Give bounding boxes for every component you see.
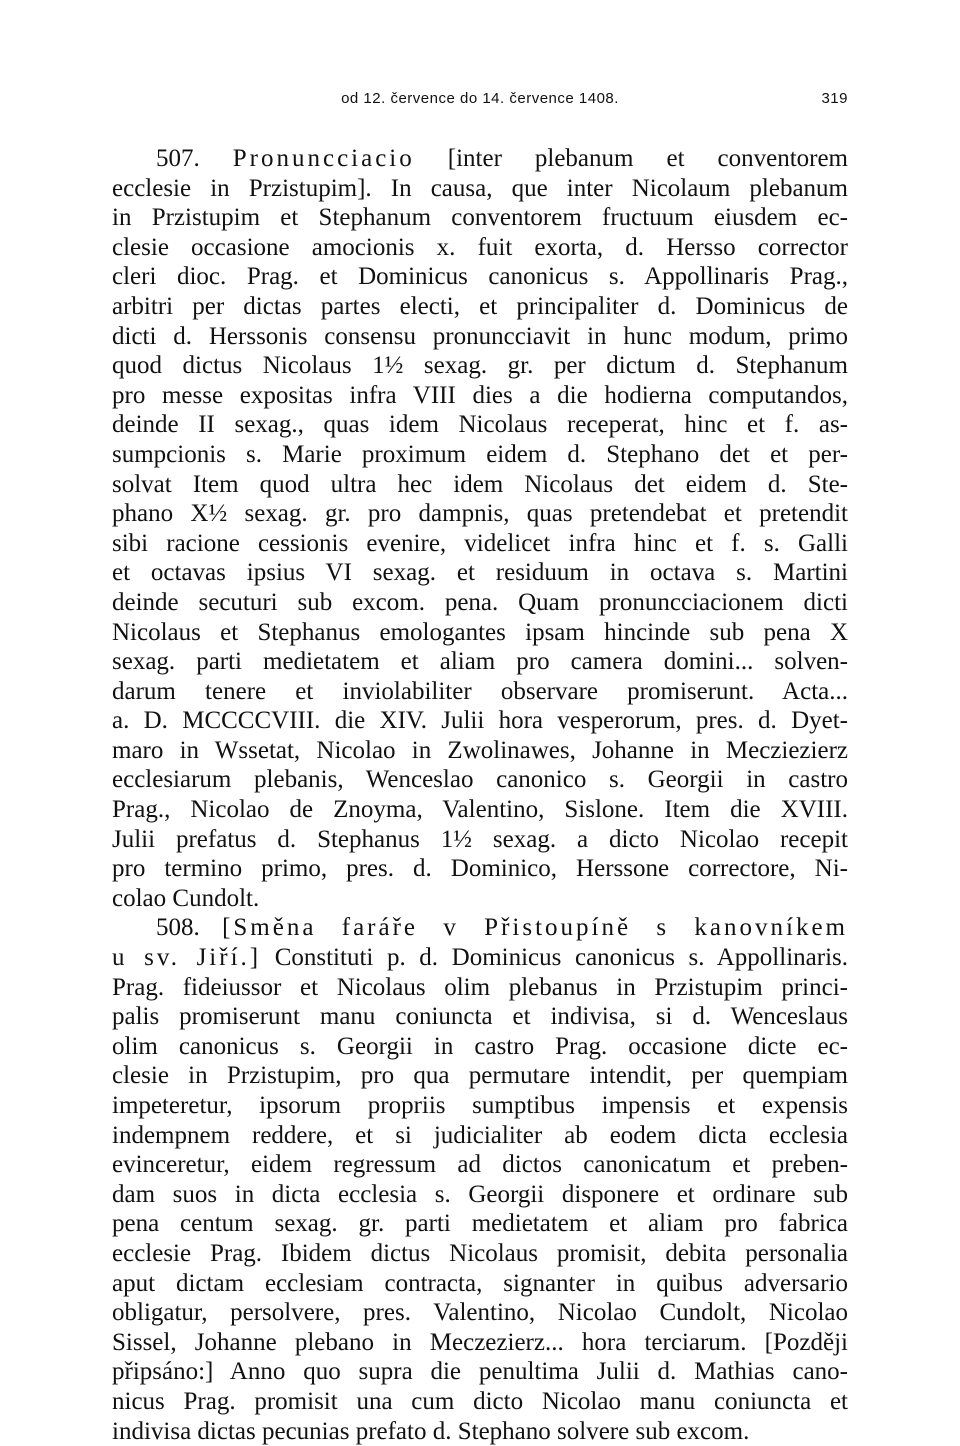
text-line: quod dictus Nicolaus 1½ sexag. gr. per dictum d. Stephanum xyxy=(112,352,848,380)
text-line: Nicolaus et Stephanus emologantes ipsam hincinde sub pena X xyxy=(112,618,848,646)
text-line: olim canonicus s. Georgii in castro Prag. occasione dicte ec- xyxy=(112,1032,848,1060)
text-line: evinceretur, eidem regressum ad dictos canonicatum et preben- xyxy=(112,1151,848,1179)
text-line: ecclesiarum plebanis, Wenceslao canonico s. Georgii in castro xyxy=(112,766,848,794)
text-line: Constituti p. d. Dominicus canonicus s. Appollinaris. xyxy=(274,944,848,972)
text-line: [inter plebanum et conventorem xyxy=(447,145,849,172)
text-line: maro in Wssetat, Nicolao in Zwolinawes, Johanne in Mecziezierz xyxy=(112,736,848,764)
text-line: solvat Item quod ultra hec idem Nicolaus det eidem d. Ste- xyxy=(112,470,848,498)
entry-number: 508. xyxy=(156,914,200,942)
text-line: deinde secuturi sub excom. pena. Quam pronuncciacionem dicti xyxy=(112,588,848,616)
entry-heading-continued: u sv. Jiří.] xyxy=(112,944,262,972)
text-line: deinde II sexag., quas idem Nicolaus receperat, hinc et f. as- xyxy=(112,411,848,439)
text-line: ecclesie Prag. Ibidem dictus Nicolaus promisit, debita personalia xyxy=(112,1239,848,1267)
text-line: impeteretur, ipsorum propriis sumptibus impensis et expensis xyxy=(112,1092,848,1119)
text-line: et octavas ipsius VI sexag. et residuum in octava s. Martini xyxy=(112,559,848,587)
text-line: obligatur, persolvere, pres. Valentino, Nicolao Cundolt, Nicolao xyxy=(112,1299,848,1327)
entry-number: 507. xyxy=(156,145,200,172)
text-line: cleri dioc. Prag. et Dominicus canonicus s. Appollinaris Prag., xyxy=(112,263,848,291)
entry-heading-line xyxy=(112,913,848,943)
entry-heading-line xyxy=(112,144,848,174)
text-line: Sissel, Johanne plebano in Meczezierz... hora terciarum. [Později xyxy=(112,1328,848,1356)
text-line: colao Cundolt. xyxy=(112,884,260,912)
text-line: palis promiserunt manu coniuncta et indivisa, si d. Wenceslaus xyxy=(112,1003,848,1031)
text-line: aput dictam ecclesiam contracta, signanter in quibus adversario xyxy=(112,1269,848,1297)
text-line: clesie occasione amocionis x. fuit exorta, d. Hersso corrector xyxy=(112,233,848,261)
text-line: in Przistupim et Stephanum conventorem fructuum eiusdem ec- xyxy=(112,204,848,232)
text-line: ecclesie in Przistupim]. In causa, que inter Nicolaum plebanum xyxy=(112,174,848,202)
text-line: darum tenere et inviolabiliter observare promiserunt. Acta... xyxy=(112,677,848,705)
text-line: indivisa dictas pecunias prefato d. Stephano solvere sub excom. xyxy=(112,1417,750,1445)
text-line: nicus Prag. promisit una cum dicto Nicolao manu coniuncta et xyxy=(112,1387,848,1415)
text-line: připsáno:] Anno quo supra die penultima Julii d. Mathias cano- xyxy=(112,1358,848,1386)
text-line: clesie in Przistupim, pro qua permutare intendit, per quempiam xyxy=(112,1062,848,1090)
text-line: sexag. parti medietatem et aliam pro camera domini... solven- xyxy=(112,648,848,676)
text-line: dicti d. Herssonis consensu pronuncciavit in hunc modum, primo xyxy=(112,322,848,350)
text-line: sibi racione cessionis evenire, videlicet infra hinc et f. s. Galli xyxy=(112,529,848,557)
text-line: dam suos in dicta ecclesia s. Georgii disponere et ordinare sub xyxy=(112,1180,848,1208)
text-line: Prag. fideiussor et Nicolaus olim plebanus in Przistupim princi- xyxy=(112,973,848,1001)
text-line: arbitri per dictas partes electi, et principaliter d. Dominicus de xyxy=(112,292,848,320)
text-line: a. D. MCCCCVIII. die XIV. Julii hora vesperorum, pres. d. Dyet- xyxy=(112,707,848,735)
entry-heading-line xyxy=(112,943,848,973)
running-title: od 12. července do 14. července 1408. xyxy=(341,90,619,107)
entry-heading: Pronuncciacio xyxy=(232,145,415,172)
running-head xyxy=(112,90,848,114)
text-line: pro termino primo, pres. d. Dominico, Herssone correctore, Ni- xyxy=(112,855,848,883)
text-line: Julii prefatus d. Stephanus 1½ sexag. a dicto Nicolao recepit xyxy=(112,825,848,853)
document-body xyxy=(112,144,848,1446)
entry-heading: [Směna faráře v Přistoupíně s kanovníkem xyxy=(222,914,849,942)
page-number: 319 xyxy=(821,90,848,107)
text-line: sumpcionis s. Marie proximum eidem d. Stephano det et per- xyxy=(112,440,848,468)
text-line: indempnem reddere, et si judicialiter ab eodem dicta ecclesia xyxy=(112,1121,848,1149)
text-line: Prag., Nicolao de Znoyma, Valentino, Sislone. Item die XVIII. xyxy=(112,796,848,824)
text-line: phano X½ sexag. gr. pro dampnis, quas pretendebat et pretendit xyxy=(112,500,848,528)
text-line: pro messe expositas infra VIII dies a die hodierna computandos, xyxy=(112,381,848,409)
text-line: pena centum sexag. gr. parti medietatem et aliam pro fabrica xyxy=(112,1210,848,1238)
